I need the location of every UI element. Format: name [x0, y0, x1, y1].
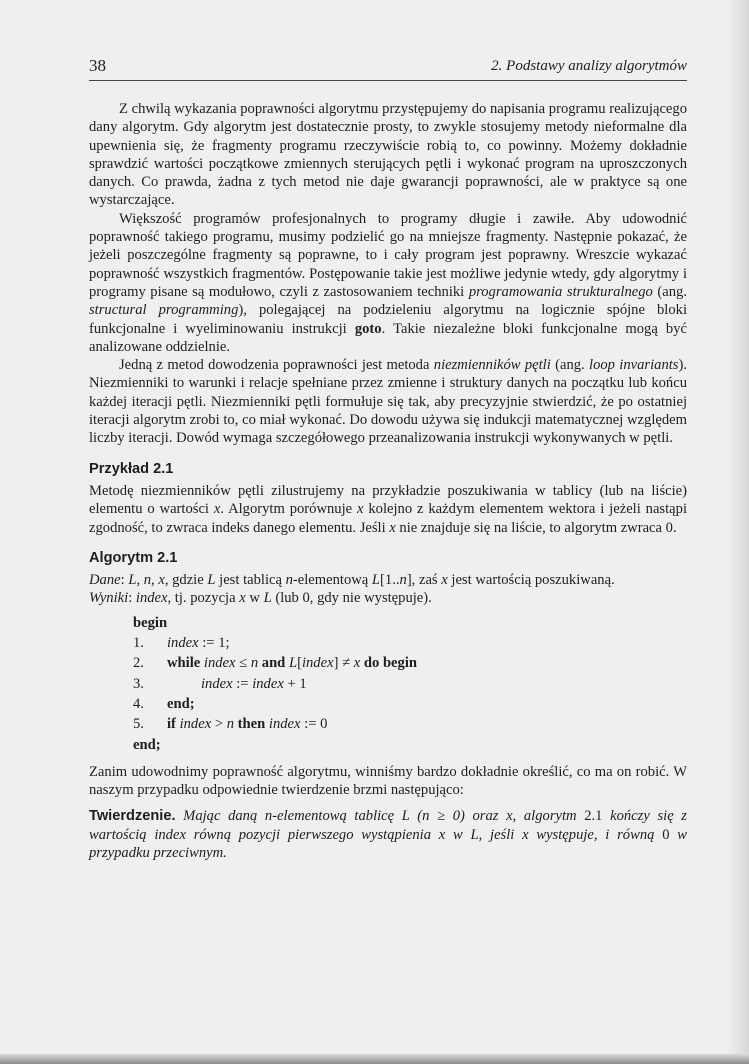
algorithm-output: Wyniki: index, tj. pozycja x w L (lub 0, gdy nie występuje).	[89, 590, 432, 607]
paragraph-modular-programs: Większość programów profesjonalnych to programy długie i zawiłe. Aby udowodnić poprawność takiego programu, musimy podzielić go na mniejsze fragmenty. Następnie pokazać, że jeżeli poszczególne fragmenty są poprawne, to i cały program jest poprawny. Wreszcie wykazać poprawność wszystkich fragmentów. Postępowanie takie jest możliwe jedynie wtedy, gdy algorytmy i programy pisane są modułowo, czyli z zastosowaniem techniki programowania strukturalnego (ang. structural programming), polegającej na podzieleniu algorytmu na logicznie spójne bloki funkcjonalne i wyeliminowaniu instrukcji goto. Takie niezależne bloki funkcjonalne mogą być analizowane oddzielnie.	[89, 210, 688, 355]
code-end: end;	[133, 736, 161, 753]
code-line-2: 2. while index ≤ n and L[index] ≠ x do begin	[133, 655, 418, 672]
paragraph-intro: Z chwilą wykazania poprawności algorytmu przystępujemy do napisania programu realizującego dany algorytm. Gdy algorytm jest dostatecznie prosty, to zwykle stosujemy metody nieformalne dla upewnienia się, że fragmenty programu rzeczywiście robią to, co powinny. Możemy dokładnie sprawdzić wartości początkowe zmiennych sterujących pętli i wykonać program na uproszczonych danych. Co prawda, żadna z tych metod nie daje gwarancji poprawności, ale w praktyce są one wystarczające.	[89, 101, 687, 209]
algorithm-heading: Algorytm 2.1	[89, 549, 178, 566]
algorithm-input: Dane: L, n, x, gdzie L jest tablicą n-elementową L[1..n], zaś x jest wartością poszukiwaną.	[89, 572, 615, 589]
page-shadow	[727, 0, 749, 1064]
code-begin: begin	[133, 614, 168, 631]
paragraph-loop-invariants: Jedną z metod dowodzenia poprawności jest metoda niezmienników pętli (ang. loop invariants). Niezmienniki to warunki i relacje spełniane przez zmienne i struktury danych na początku lub końcu każdej iteracji pętli. Niezmienniki pętli formułuje się tak, aby precyzyjnie stwierdzić, że po ostatniej iteracji algorytm zrobi to, co miał wykonać. Do dowodu używa się indukcji matematycznej względem liczby iteracji. Dowód wymaga szczegółowego przeanalizowania instrukcji wykonywanych w pętli.	[89, 357, 687, 447]
running-title: 2. Podstawy analizy algorytmów	[491, 58, 687, 74]
theorem: Twierdzenie. Mając daną n-elementową tablicę L (n ≥ 0) oraz x, algorytm 2.1 kończy się z wartością index równą pozycji pierwszego wystąpienia x w L, jeśli x występuje, i równą 0 w przypadku przeciwnym.	[89, 808, 687, 861]
code-line-3: 3. index := index + 1	[133, 675, 307, 692]
code-line-4: 4. end;	[133, 695, 195, 712]
example-text: Metodę niezmienników pętli zilustrujemy na przykładzie poszukiwania w tablicy (lub na liście) elementu o wartości x. Algorytm porównuje x kolejno z każdym elementem wektora i jeżeli nastąpi zgodność, to zwraca indeks danego elementu. Jeśli x nie znajduje się na liście, to algorytm zwraca 0.	[89, 482, 687, 536]
code-line-5: 5. if index > n then index := 0	[133, 716, 328, 733]
code-line-1: 1. index := 1;	[133, 635, 230, 652]
page-body	[89, 100, 687, 862]
paragraph-specification: Zanim udowodnimy poprawność algorytmu, winniśmy bardzo dokładnie określić, co ma on robić. W naszym przypadku odpowiednie twierdzenie brzmi następująco:	[89, 763, 687, 799]
page-bottom-edge	[0, 1054, 749, 1064]
example-heading: Przykład 2.1	[89, 460, 174, 477]
page-number: 38	[89, 56, 106, 75]
algorithm-code	[133, 613, 687, 755]
page-header	[89, 56, 687, 81]
